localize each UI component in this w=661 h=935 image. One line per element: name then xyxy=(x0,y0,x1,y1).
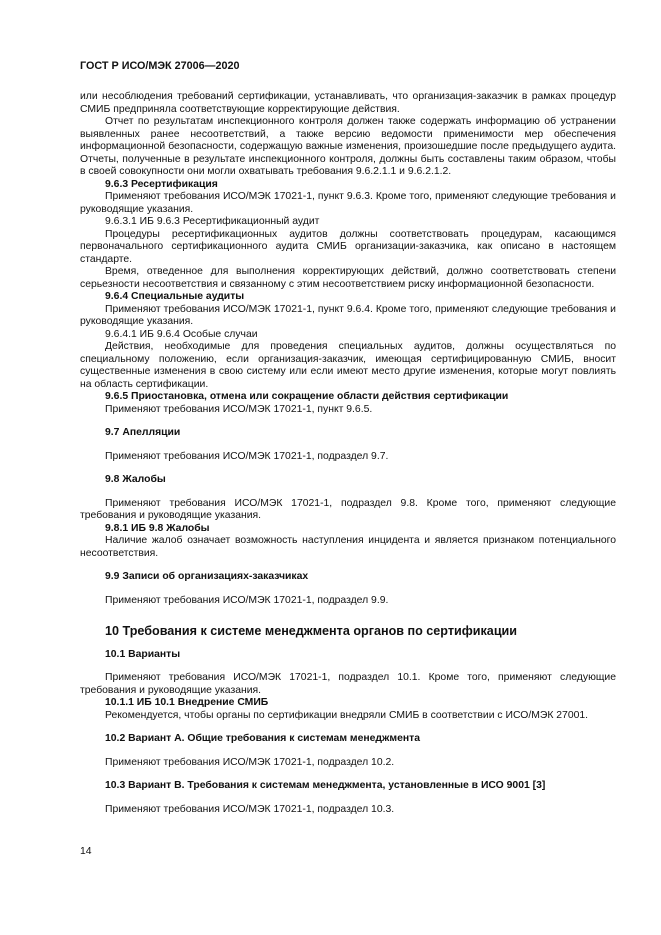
paragraph: Процедуры ресертификационных аудитов должны соответствовать процедурам, касающимся первоначального сертификационного аудита СМИБ организации-заказчика, как описано в настоящем стандарте. xyxy=(80,228,616,265)
clause-heading: 9.6.5 Приостановка, отмена или сокращение области действия сертификации xyxy=(105,391,509,402)
paragraph: Применяют требования ИСО/МЭК 17021-1, подраздел 10.2. xyxy=(105,756,395,768)
document-header: ГОСТ Р ИСО/МЭК 27006—2020 xyxy=(80,60,240,72)
paragraph: Применяют требования ИСО/МЭК 17021-1, пункт 9.6.3. Кроме того, применяют следующие требования и руководящие указания. xyxy=(80,191,616,215)
paragraph: 9.6.4.1 ИБ 9.6.4 Особые случаи xyxy=(105,328,258,340)
paragraph: Применяют требования ИСО/МЭК 17021-1, пункт 9.6.5. xyxy=(105,403,373,415)
clause-heading: 9.6.4 Специальные аудиты xyxy=(105,291,245,302)
paragraph: Время, отведенное для выполнения корректирующих действий, должно соответствовать степени серьезности несоответствия и связанному с этим несоответствием риску информационной безопасности. xyxy=(80,266,616,290)
clause-heading: 10.1.1 ИБ 10.1 Внедрение СМИБ xyxy=(105,697,269,708)
document-body xyxy=(80,91,616,816)
subsection-heading: 10.2 Вариант А. Общие требования к системам менеджмента xyxy=(105,733,420,744)
clause-heading: 9.6.3 Ресертификация xyxy=(105,178,218,190)
subsection-heading: 9.8 Жалобы xyxy=(105,474,166,485)
subsection-heading: 9.9 Записи об организациях-заказчиках xyxy=(105,571,309,582)
subsection-heading: 10.1 Варианты xyxy=(105,648,181,660)
paragraph: Применяют требования ИСО/МЭК 17021-1, подраздел 9.9. xyxy=(105,594,389,606)
document-page xyxy=(80,60,616,816)
paragraph: 9.6.3.1 ИБ 9.6.3 Ресертификационный аудит xyxy=(105,216,320,227)
section-heading: 10 Требования к системе менеджмента органов по сертификации xyxy=(105,624,518,638)
subsection-heading: 10.3 Вариант В. Требования к системам менеджмента, установленные в ИСО 9001 [3] xyxy=(105,780,546,791)
page-number: 14 xyxy=(80,846,92,857)
clause-heading: 9.8.1 ИБ 9.8 Жалобы xyxy=(105,522,210,534)
paragraph: Применяют требования ИСО/МЭК 17021-1, пункт 9.6.4. Кроме того, применяют следующие требования и руководящие указания. xyxy=(80,303,616,327)
paragraph: Рекомендуется, чтобы органы по сертификации внедряли СМИБ в соответствии с ИСО/МЭК 27001. xyxy=(105,709,589,721)
paragraph: Действия, необходимые для проведения специальных аудитов, должны осуществляться по специальному положению, если организация-заказчик, имеющая сертифицированную СМИБ, вносит существенные изменения в свою систему или если имеют место другие изменения, которые могут повлиять на область сертификации. xyxy=(80,341,616,390)
paragraph: Отчет по результатам инспекционного контроля должен также содержать информацию об устранении выявленных ранее несоответствий, а также версию ведомости применимости мер обеспечения информационной безопасности, содержащую важные изменения, произошедшие после предыдущего аудита. Отчеты, полученные в результате инспекционного контроля, должны быть составлены таким образом, чтобы в своей совокупности они могли охватывать требования 9.6.2.1.1 и 9.6.2.1.2. xyxy=(80,116,616,177)
subsection-heading: 9.7 Апелляции xyxy=(105,427,181,438)
paragraph: Применяют требования ИСО/МЭК 17021-1, подраздел 9.7. xyxy=(105,450,389,462)
paragraph: или несоблюдения требований сертификации, устанавливать, что организация-заказчик в рамках процедур СМИБ предприняла соответствующие корректирующие действия. xyxy=(80,91,616,115)
paragraph: Применяют требования ИСО/МЭК 17021-1, подраздел 9.8. Кроме того, применяют следующие требования и руководящие указания. xyxy=(80,497,616,521)
paragraph: Наличие жалоб означает возможность наступления инцидента и является признаком потенциального несоответствия. xyxy=(80,535,616,559)
paragraph: Применяют требования ИСО/МЭК 17021-1, подраздел 10.1. Кроме того, применяют следующие требования и руководящие указания. xyxy=(80,672,616,696)
paragraph: Применяют требования ИСО/МЭК 17021-1, подраздел 10.3. xyxy=(105,803,395,815)
